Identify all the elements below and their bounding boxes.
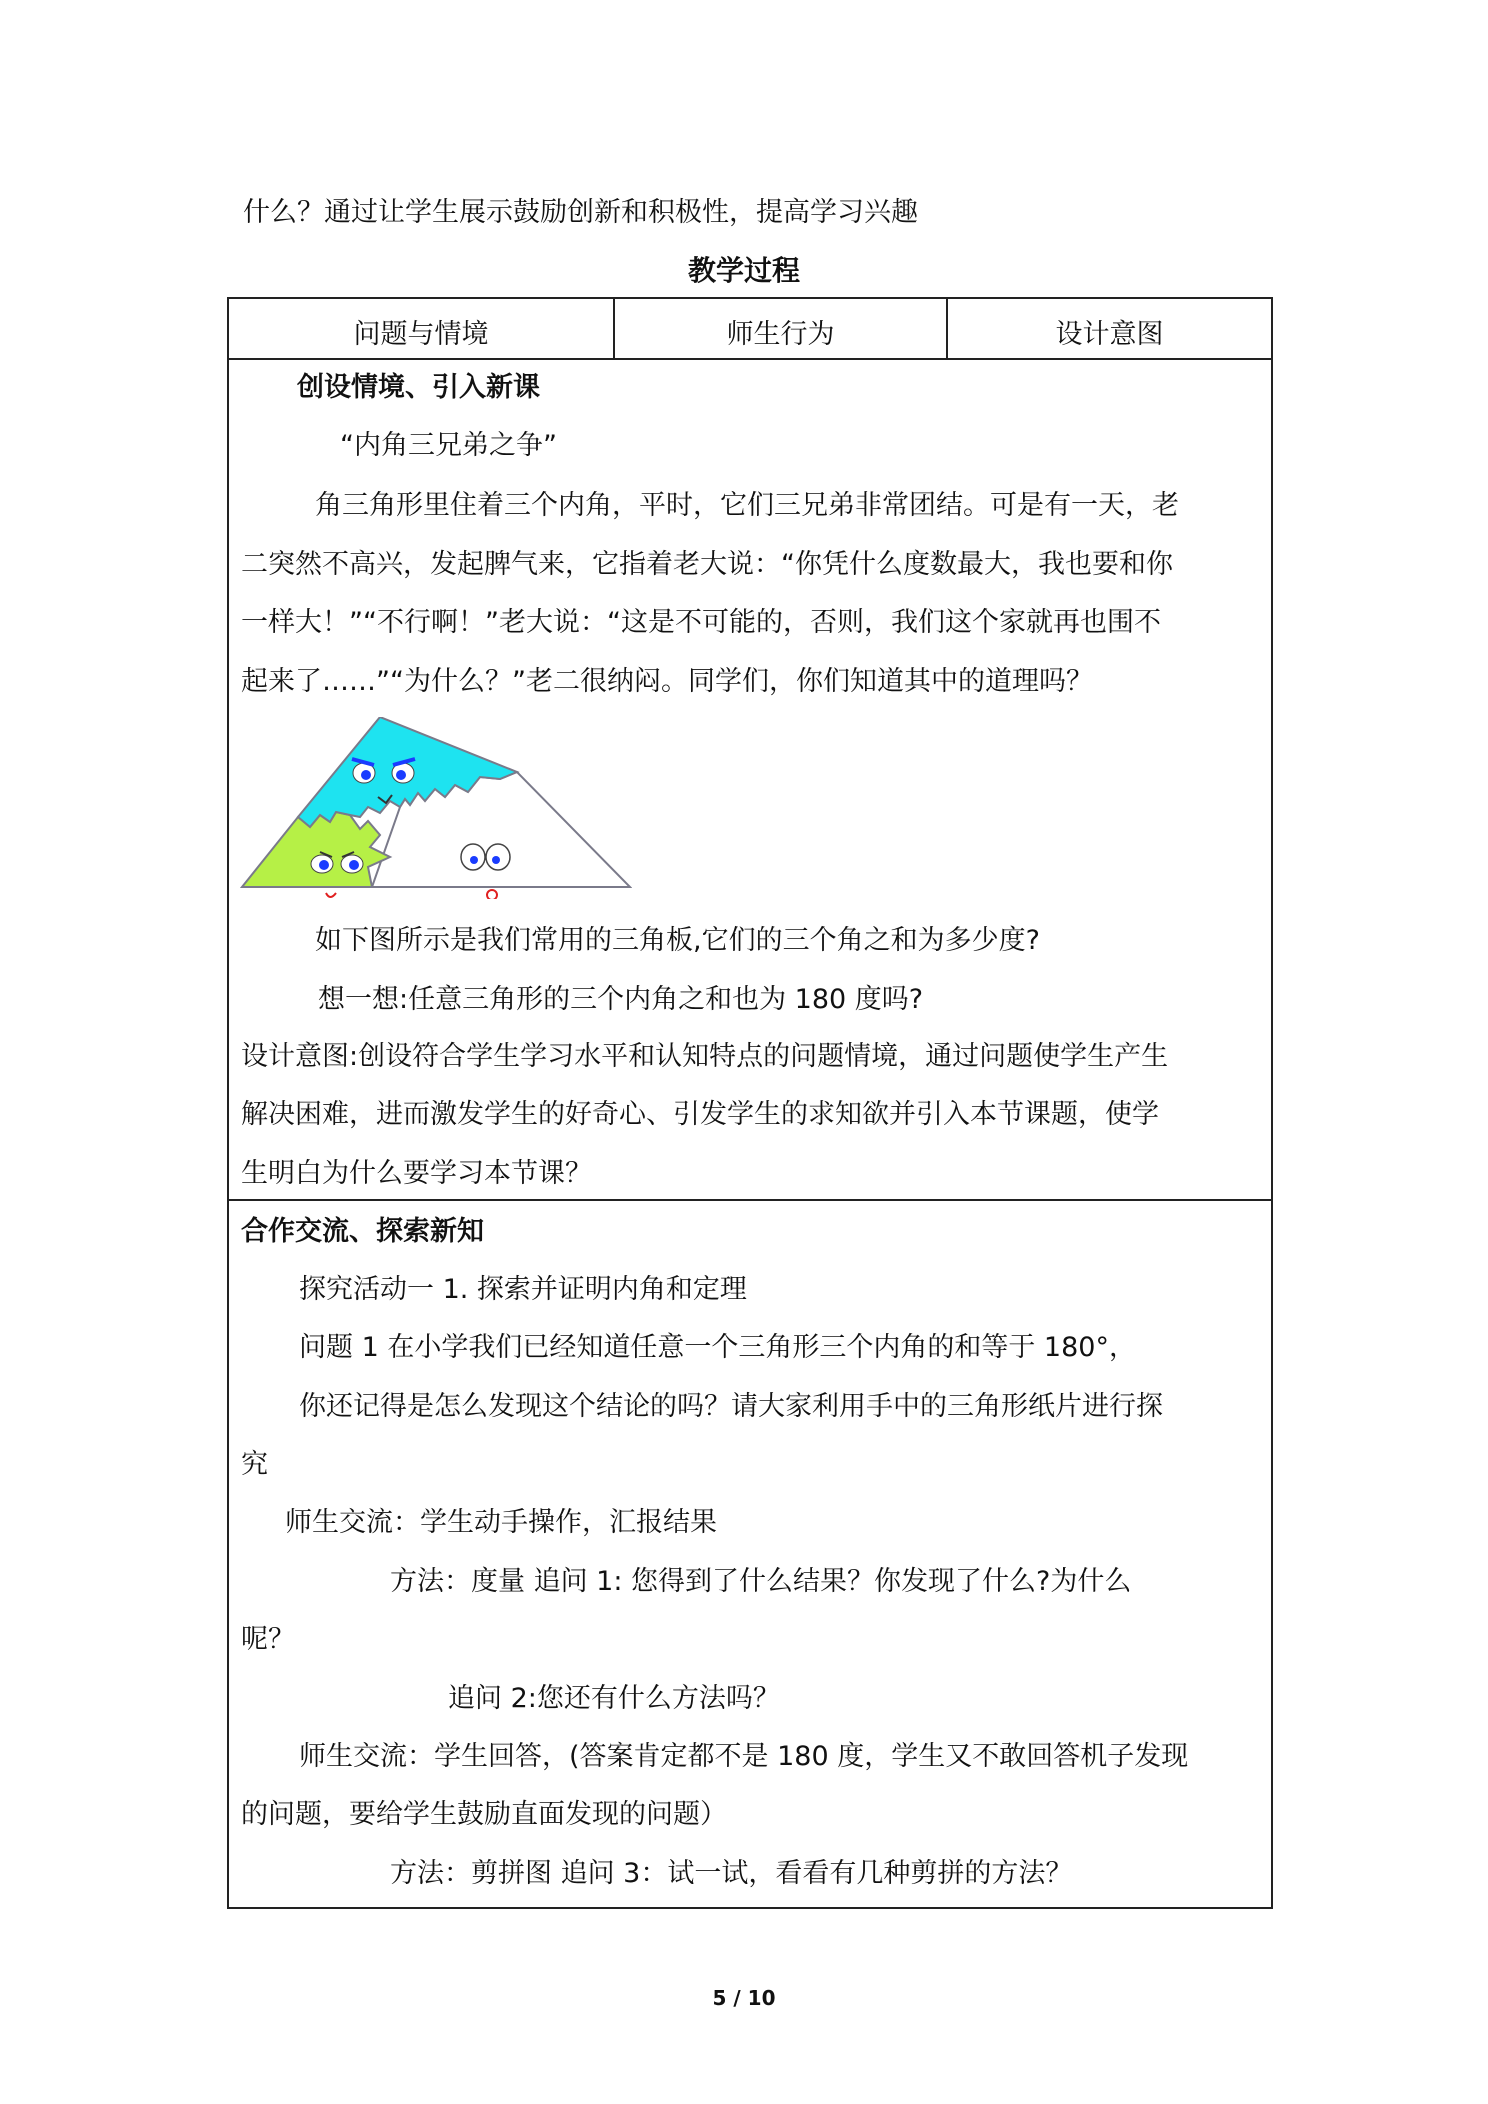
design-intent-line-1: 设计意图:创设符合学生学习水平和认知特点的问题情境，通过问题使学生产生 — [241, 1041, 1169, 1072]
section1-heading: 创设情境、引入新课 — [297, 372, 540, 403]
exchange-line-2b: 的问题，要给学生鼓励直面发现的问题） — [241, 1799, 727, 1830]
problem-continuation-1: 你还记得是怎么发现这个结论的吗？请大家利用手中的三角形纸片进行探 — [299, 1391, 1163, 1422]
triangle-brothers-illustration — [240, 717, 632, 899]
follow-up-2: 追问 2:您还有什么方法吗？ — [448, 1683, 780, 1714]
method-measure-line-1: 方法：度量 追问 1: 您得到了什么结果？你发现了什么?为什么 — [390, 1566, 1132, 1597]
page-number: 5 / 10 — [712, 1986, 776, 2010]
left-piece-green — [242, 812, 390, 887]
design-intent-line-2: 解决困难，进而激发学生的好奇心、引发学生的求知欲并引入本节课题，使学 — [241, 1099, 1159, 1130]
story-line-4: 起来了……”“为什么？”老二很纳闷。同学们，你们知道其中的道理吗？ — [241, 666, 1093, 697]
story-line-1: 角三角形里住着三个内角，平时，它们三兄弟非常团结。可是有一天，老 — [315, 490, 1179, 521]
story-line-3: 一样大！”“不行啊！”老大说：“这是不可能的，否则，我们这个家就再也围不 — [241, 607, 1161, 638]
header-teacher-student-action: 师生行为 — [726, 319, 835, 350]
method-cut-line: 方法：剪拼图 追问 3：试一试，看看有几种剪拼的方法？ — [390, 1858, 1073, 1889]
table-header-divider — [227, 358, 1273, 360]
story-line-2: 二突然不高兴，发起脾气来，它指着老大说：“你凭什么度数最大，我也要和你 — [241, 549, 1173, 580]
section-title: 教学过程 — [687, 254, 800, 287]
header-design-intent: 设计意图 — [1055, 319, 1164, 350]
table-row-divider — [227, 1199, 1273, 1201]
exchange-line-1: 师生交流：学生动手操作，汇报结果 — [285, 1507, 717, 1538]
triangle-pieces — [242, 717, 630, 887]
intro-line: 什么？通过让学生展示鼓励创新和积极性，提高学习兴趣 — [243, 197, 918, 228]
problem-continuation-2: 究 — [241, 1449, 268, 1480]
table-border-left — [227, 297, 229, 1909]
story-title: “内角三兄弟之争” — [340, 430, 557, 461]
method-measure-line-2: 呢？ — [241, 1624, 295, 1655]
table-border-top — [227, 297, 1273, 299]
table-border-right — [1271, 297, 1273, 1909]
question-1: 如下图所示是我们常用的三角板,它们的三个角之和为多少度? — [315, 925, 1040, 956]
section2-heading: 合作交流、探索新知 — [241, 1216, 484, 1247]
question-2: 想一想:任意三角形的三个内角之和也为 180 度吗? — [318, 984, 924, 1015]
activity-line: 探究活动一 1. 探索并证明内角和定理 — [299, 1274, 747, 1305]
design-intent-line-3: 生明白为什么要学习本节课？ — [241, 1158, 592, 1189]
table-border-bottom — [227, 1907, 1273, 1909]
problem-line: 问题 1 在小学我们已经知道任意一个三角形三个内角的和等于 180°， — [299, 1332, 1136, 1363]
exchange-line-2a: 师生交流：学生回答，(答案肯定都不是 180 度，学生又不敢回答机子发现 — [299, 1741, 1189, 1772]
header-problem-context: 问题与情境 — [353, 319, 489, 350]
